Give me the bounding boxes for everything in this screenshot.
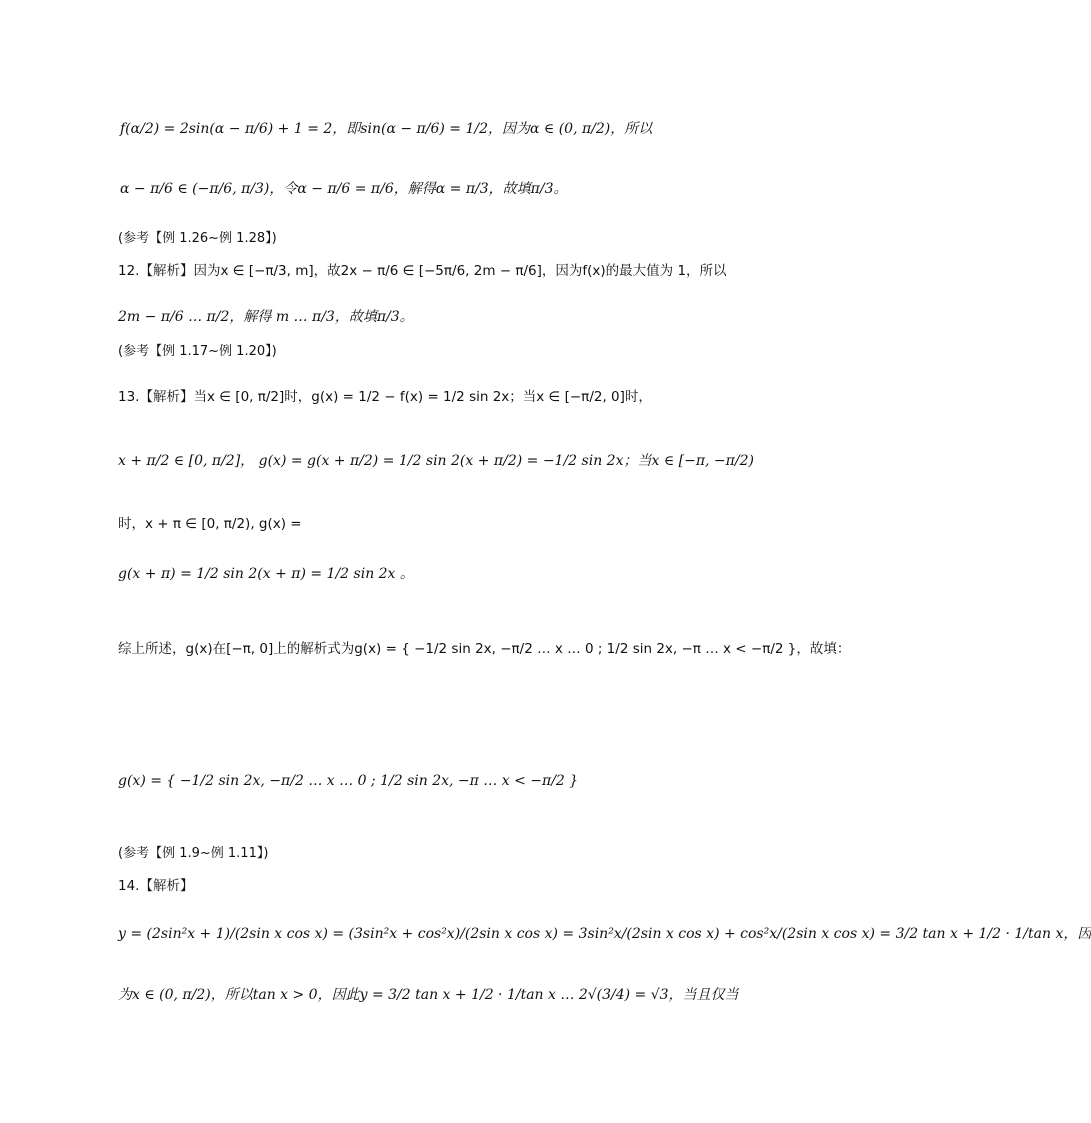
problem-13-line-2: x + π/2 ∈ [0, π/2]， g(x) = g(x + π/2) = 1/2 sin 2(x + π/2) = −1/2 sin 2x；当x ∈ [−π, −π/2) [118,453,754,469]
problem-13-summary-line: 综上所述，g(x)在[−π, 0]上的解析式为g(x) = { −1/2 sin 2x, −π/2 … x … 0 ; 1/2 sin 2x, −π … x < −π/2 }，故填： [118,641,851,657]
reference-line-3: (参考【例 1.9~例 1.11】) [118,846,269,861]
formula-line-2: α − π/6 ∈ (−π/6, π/3)，令α − π/6 = π/6，解得α = π/3，故填π/3。 [120,181,568,197]
problem-14-heading: 14.【解析】 [118,878,194,894]
problem-14-line-1: y = (2sin²x + 1)/(2sin x cos x) = (3sin²x + cos²x)/(2sin x cos x) = 3sin²x/(2sin x cos x) + cos²x/(2sin x cos x) = 3/2 tan x + 1/2 · 1/tan x，因 [118,926,1091,942]
problem-13-line-1: 13.【解析】当x ∈ [0, π/2]时，g(x) = 1/2 − f(x) = 1/2 sin 2x；当x ∈ [−π/2, 0]时， [118,389,652,405]
problem-12-line: 12.【解析】因为x ∈ [−π/3, m]，故2x − π/6 ∈ [−5π/6, 2m − π/6]，因为f(x)的最大值为 1，所以 [118,263,727,279]
problem-12-solution-line: 2m − π/6 … π/2，解得 m … π/3，故填π/3。 [118,309,414,325]
reference-line-1: (参考【例 1.26~例 1.28】) [118,231,277,246]
formula-line-1: f(α/2) = 2sin(α − π/6) + 1 = 2，即sin(α − π/6) = 1/2，因为α ∈ (0, π/2)，所以 [120,121,653,137]
problem-13-line-4: g(x + π) = 1/2 sin 2(x + π) = 1/2 sin 2x 。 [118,566,414,582]
reference-line-2: (参考【例 1.17~例 1.20】) [118,344,277,359]
problem-14-line-2: 为x ∈ (0, π/2)，所以tan x > 0，因此y = 3/2 tan x + 1/2 · 1/tan x … 2√(3/4) = √3，当且仅当 [118,987,739,1003]
problem-13-answer-line: g(x) = { −1/2 sin 2x, −π/2 … x … 0 ; 1/2 sin 2x, −π … x < −π/2 } [118,773,579,789]
problem-13-line-3: 时，x + π ∈ [0, π/2), g(x) = [118,516,302,532]
